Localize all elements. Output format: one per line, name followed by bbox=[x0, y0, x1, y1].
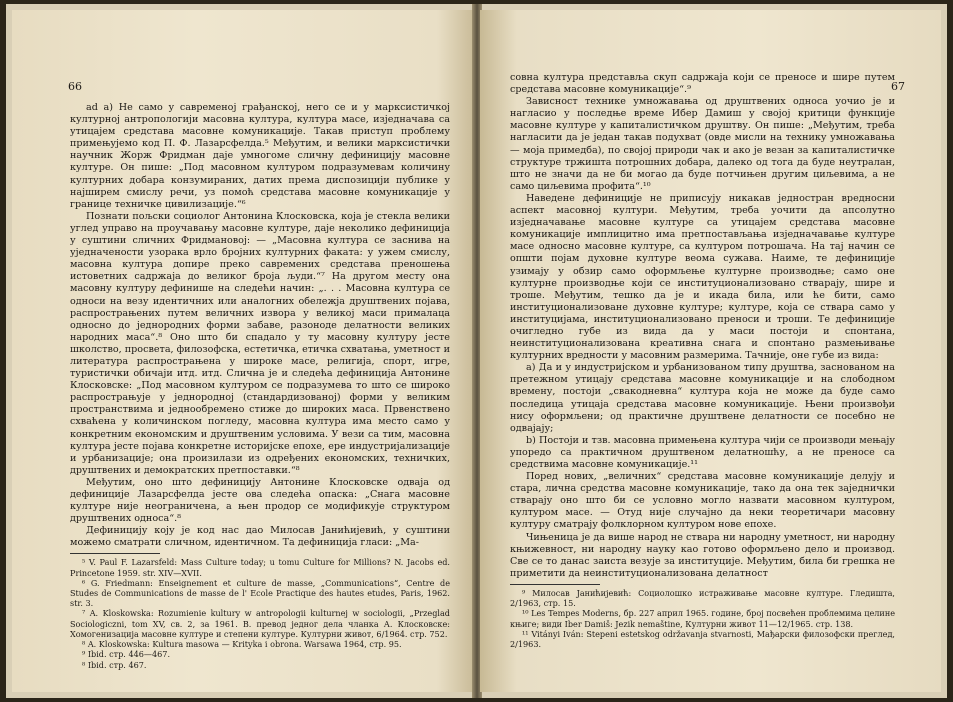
footnote: ⁹ Милосав Јанићијевић: Социолошко истраживање масовне културе. Гледишта, 2/1963, стр. 15. bbox=[510, 587, 895, 609]
right-page bbox=[480, 10, 941, 692]
footnote: ⁵ V. Paul F. Lazarsfeld: Mass Culture today; u tomu Culture for Millions? N. Jacobs ed. Princetone 1959. str. XIV—XVII. bbox=[70, 557, 450, 578]
footnotes bbox=[510, 584, 895, 649]
page-number: 67 bbox=[891, 80, 905, 93]
paragraph: совна култура представља скуп садржаја који се преносе и шире путем средстава масовне комуникације“.⁹ bbox=[510, 72, 895, 96]
paragraph: Познати пољски социолог Антонина Клосковска, која је стекла велики углед управо на проучавању масовне културе, даје неколико дефиниција у суштини сличних Фридмановој: — „Масовна култура се заснива на уједначености узорака врло бројних културних факата: у ужем смислу, масовна култура допире преко савремених средстава преношења истоветних садржаја до великог броја људи.“⁷ На другом месту она масовну културу дефинише на следећи начин: „. . . Масовна култура се односи на везу идентичних или аналогних обележја друштвених појава, распрострањених путем величних извора у великој маси прималаца односно до једнородних форми забаве, разоноде делатности великих народних маса“.⁸ Оно што би спадало у ту масовну културу јесте школство, просвета, филозофска, естетичка, етичка схватања, уметност и литература распрострањена у широке масе, религија, спорт, игре, туристички обичаји итд. итд. Слична је и следећа дефиниција Антонине Клосковске: „Под масовном културом се подразумева то што се широко распрострањује у једнородној (стандардизованој) форми у великим пространствима и једнообремено стиже до широких маса. Првенствено схваћена у количинском погледу, масовна култура има место само у конкретним економским и друштвеним условима. У вези са тим, масовна култура јесте појава конкретне историјске епохе, ере индустријализације и урбанизације; она произилази из одређених економских, техничких, друштвених и демократских претпоставки.“⁸ bbox=[70, 210, 450, 476]
footnote: ⁸ A. Kloskowska: Kultura masowa — Krityka i obrona. Warsawa 1964, стр. 95. bbox=[82, 639, 402, 650]
page-body bbox=[70, 102, 450, 670]
footnote-rule bbox=[70, 553, 160, 554]
footnote: ¹⁰ Les Tempes Moderns, бр. 227 април 1965. годинe, број посвећен проблемима целине књиге; види Iber Damiš: Jezik nemaštine, Културни живот 11—12/1965. стр. 138. bbox=[510, 608, 895, 629]
footnote: ⁷ A. Kloskowska: Rozumienie kultury w antropologii kulturnej w sociologii, „Przeglad Sociologiczni, tom XV, св. 2, за 1961. В. превод једног дела чланка А. Клосковске: Хомогенизација масовне културе и степени културе. Културни живот, 6/1964. стр. 752. bbox=[70, 608, 450, 639]
paragraph: Зависност технике умножавања од друштвених односа уочио је и нагласио у последње време Ибер Дамиш у својој критици функције масовне културе у капиталистичком друштву. Он пише: „Међутим, треба нагласити да је један такав подухват (овде мисли на технику умножавања — моја примедба), по својој природи чак и ако је везан за капиталистичке структуре тржишта потрошних добара, далеко од тога да буде неутралан, што не значи да не би могао да буде потчињен другим циљевима, а не само циљевима профита“.¹⁰ bbox=[510, 96, 895, 192]
footnote: ¹¹ Vitányi Iván: Stepeni estetskog održavanja stvarnosti, Мађарски филозофски преглед, 2/1963. bbox=[510, 628, 895, 649]
left-page bbox=[12, 10, 474, 692]
paragraph: Међутим, оно што дефиницију Антонине Клосковске одваја од дефиниције Лазарсфелда јесте ова следећа опаска: „Снага масовне културе није неограничена, а њен продор се модификује структуром друштвених односа“.⁸ bbox=[70, 476, 450, 525]
paragraph: b) Постоји и тзв. масовна примењена култура чији се производи мењају упоредо са практичном друштвеном делатношћу, а не преносе са средствима масовне комуникације.¹¹ bbox=[510, 434, 895, 470]
paragraph: ad a) Не само у савременој грађанској, него се и у марксистичкој културној антропологији масовна култура, култура масе, изједначава са утицајем средстава масовне комуникације. Такав приступ проблему примењујемо код П. Ф. Лазарсфелда.⁵ Међутим, и велики марксистички научник Жорж Фридман даје умногоме сличну дефиницију масовне културе. Он пише: „Под масовном културом подразумевам количину културних добара конзумираних, датих према диспозицији публике у најширем смислу речи, уз помоћ средстава масовне комуникације у границе техничке цивилизације.“⁶ bbox=[70, 102, 450, 210]
paragraph: а) Да и у индустријском и урбанизованом типу друштва, заснованом на претежном утицају средстава масовне комуникације и на слободном времену, постоји „свакодневна“ култура која не може да буде само последица утицаја средстава масовне комуникације. Њени произвођи нису оформљени; од практичне друштвене делатности се посебно не одвајају; bbox=[510, 362, 895, 434]
page-body bbox=[510, 72, 895, 649]
paragraph: Чињеница је да више народ не ствара ни народну уметност, ни народну књижевност, ни народну науку као готово оформљено дело и производ. Све се то данас заиста везује за институције. Међутим, била би грешка не приметити да неинституционализована делатност bbox=[510, 531, 895, 579]
page-number: 66 bbox=[68, 80, 82, 93]
footnote: ⁸ Ibid. стр. 467. bbox=[82, 659, 147, 670]
paragraph: Дефиницију коју је код нас дао Милосав Јанићијевић, у суштини можемо сматрати сличном, идентичном. Та дефиниција гласи: „Ма- bbox=[70, 525, 450, 549]
paragraph: Поред нових, „величних“ средстава масовне комуникације делују и старa, лична средства масовне комуникације, тако да она тек заједнички стварају оно што би се условно могло назвати масовном културом, културом масе. — Отуд није случајно да неки теоретичари масовну културу сматрају фолклорном културом нове епохе. bbox=[510, 471, 895, 531]
footnote-rule bbox=[510, 584, 600, 585]
paragraph: Наведене дефиниције не приписују никакав једностран вредносни аспект масовној култури. Међутим, треба уочити да апсолутно изједначавање масовне културе са утицајем средстава масовне комуникације имплицитно има претпостављања изједначавање културе масе односно масовне културе, са културом потрошача. На тај начин се општи појам духовне културе веома сужава. Наиме, те дефиниције узимају у обзир само оформљење културне производње; само оне културне производње који се институционализовано стварају, шире и трошe. Међутим, тешко да је и икада била, или ће бити, само институционализоване духовне културе; културе, која се ствара само у институцијама, институционализовано преноси и троши. Те дефиниције очигледно губе из вида да у маси постоји и спонтана, неинституционализована креативна снага и спонтано размењивање културних вредности у масовним размерима. Тачније, оне губе из вида: bbox=[510, 192, 895, 362]
open-book bbox=[6, 4, 947, 698]
footnote: ⁹ Ibid. стр. 446—467. bbox=[82, 649, 171, 660]
footnote: ⁶ G. Friedmann: Enseignement et culture de masse, „Communications“, Centre de Studes de Communications de masse de l' Ecole Practique des hautes etudes, Paris, 1962. str. 3. bbox=[70, 577, 450, 609]
footnotes bbox=[70, 553, 450, 669]
